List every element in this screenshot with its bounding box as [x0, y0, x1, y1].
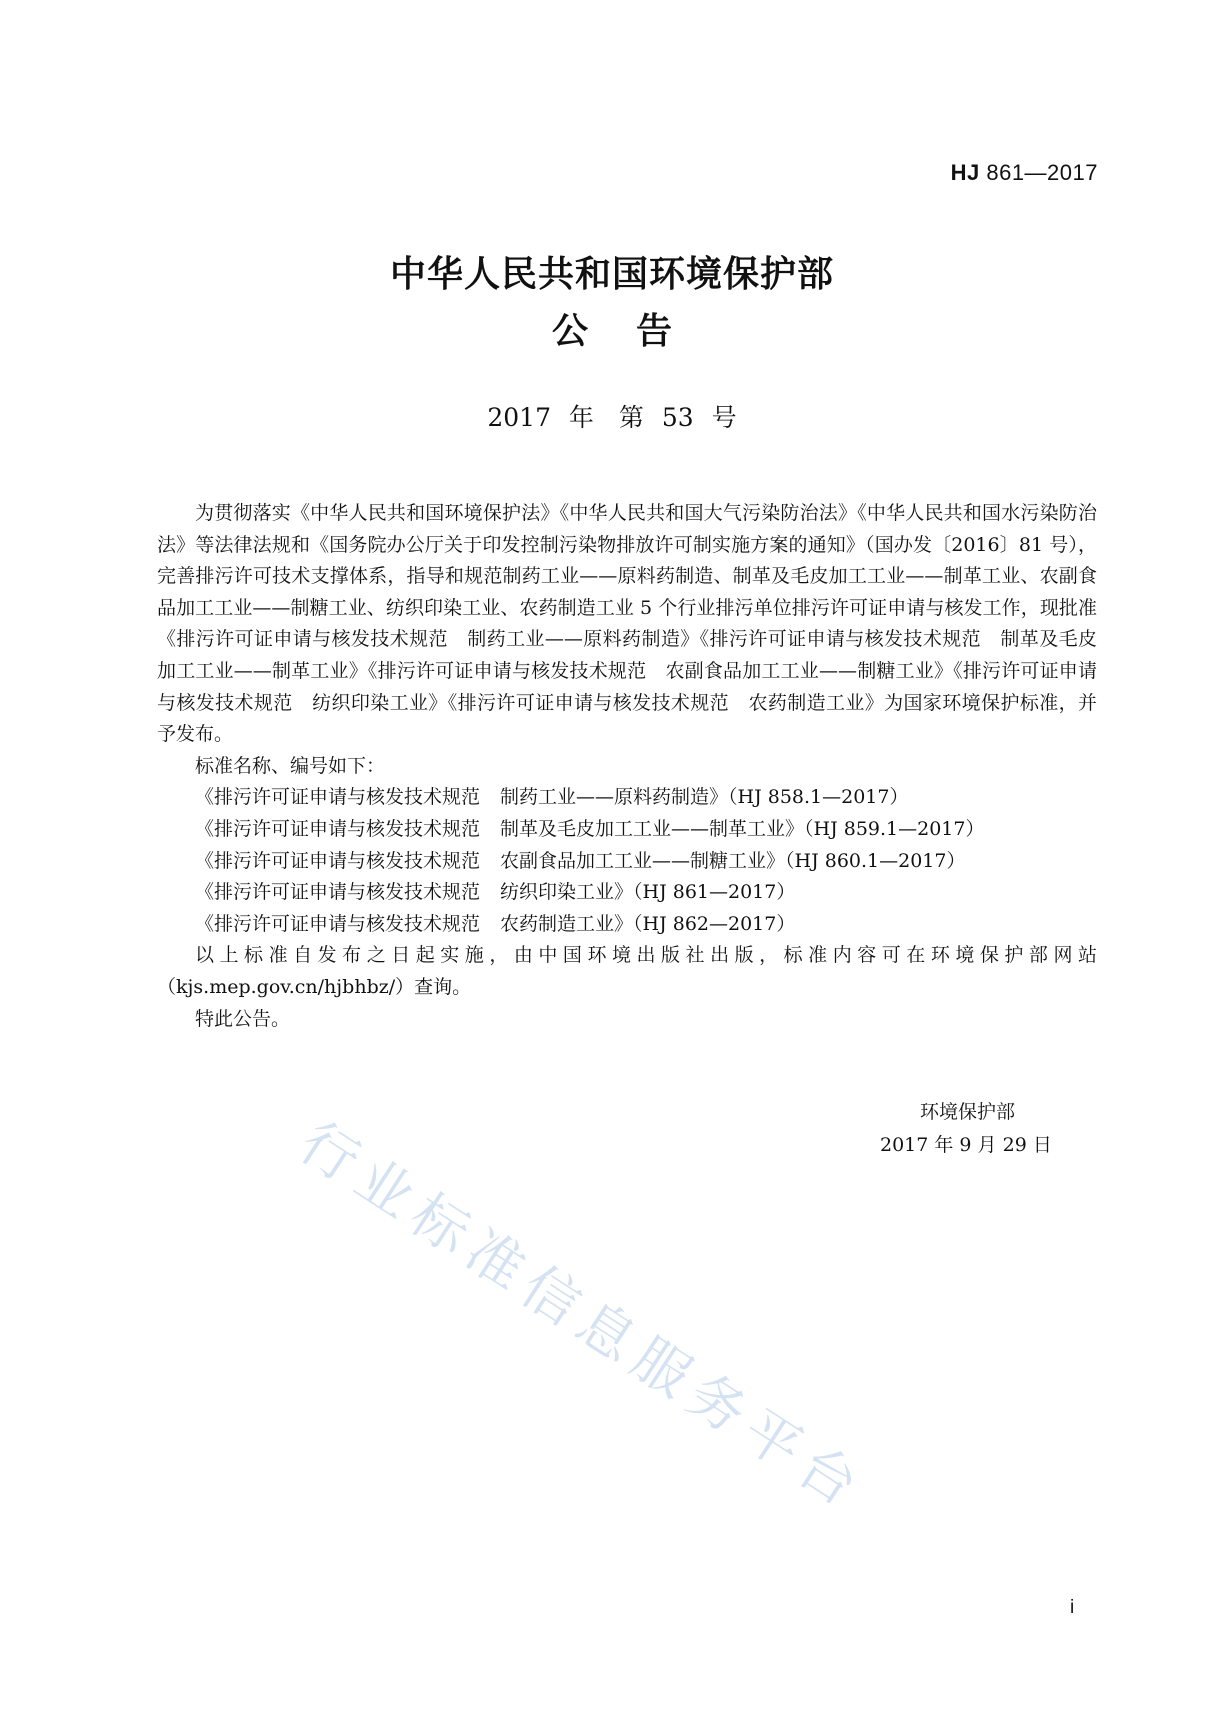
organization-title: 中华人民共和国环境保护部: [389, 254, 834, 295]
announcement-body: [157, 498, 1097, 1035]
issue-number: 2017 年 第 53 号: [487, 403, 737, 432]
page-number: i: [1070, 1597, 1075, 1618]
title-block: [0, 250, 1224, 438]
list-item: 《排污许可证申请与核发技术规范 制药工业——原料药制造》（HJ 858.1—2017）: [195, 786, 909, 809]
signature-organization: 环境保护部: [920, 1101, 1016, 1123]
standard-number: 861—2017: [986, 160, 1098, 185]
effective-paragraph: 以上标准自发布之日起实施，由中国环境出版社出版，标准内容可在环境保护部网站（kjs.mep.gov.cn/hjbhbz/）查询。: [157, 944, 1097, 998]
list-item: 《排污许可证申请与核发技术规范 农副食品加工工业——制糖工业》（HJ 860.1—2017）: [195, 849, 966, 872]
list-intro: 标准名称、编号如下：: [195, 754, 386, 777]
document-type: 公告: [551, 311, 720, 352]
standards-list: [157, 782, 1097, 940]
list-item: 《排污许可证申请与核发技术规范 纺织印染工业》（HJ 861—2017）: [195, 881, 796, 904]
signature-block: [880, 1096, 1080, 1162]
standard-prefix: HJ: [950, 160, 980, 185]
standard-code: [951, 160, 1098, 186]
watermark: 行业标准信息服务平台: [288, 1110, 877, 1525]
closing-text: 特此公告。: [195, 1007, 291, 1030]
signature-date: 2017 年 9 月 29 日: [880, 1134, 1052, 1156]
list-item: 《排污许可证申请与核发技术规范 农药制造工业》（HJ 862—2017）: [195, 912, 796, 935]
intro-paragraph: 为贯彻落实《中华人民共和国环境保护法》《中华人民共和国大气污染防治法》《中华人民共和国水污染防治法》等法律法规和《国务院办公厅关于印发控制污染物排放许可制实施方案的通知》（国办发〔2016〕81 号），完善排污许可技术支撑体系，指导和规范制药工业——原料药制造、制革及毛皮加工工业——制革工业、农副食品加工工业——制糖工业、纺织印染工业、农药制造工业 5 个行业排污单位排污许可证申请与核发工作，现批准《排污许可证申请与核发技术规范 制药工业——原料药制造》《排污许可证申请与核发技术规范 制革及毛皮加工工业——制革工业》《排污许可证申请与核发技术规范 农副食品加工工业——制糖工业》《排污许可证申请与核发技术规范 纺织印染工业》《排污许可证申请与核发技术规范 农药制造工业》为国家环境保护标准，并予发布。: [157, 502, 1097, 746]
list-item: 《排污许可证申请与核发技术规范 制革及毛皮加工工业——制革工业》（HJ 859.1—2017）: [195, 817, 985, 840]
